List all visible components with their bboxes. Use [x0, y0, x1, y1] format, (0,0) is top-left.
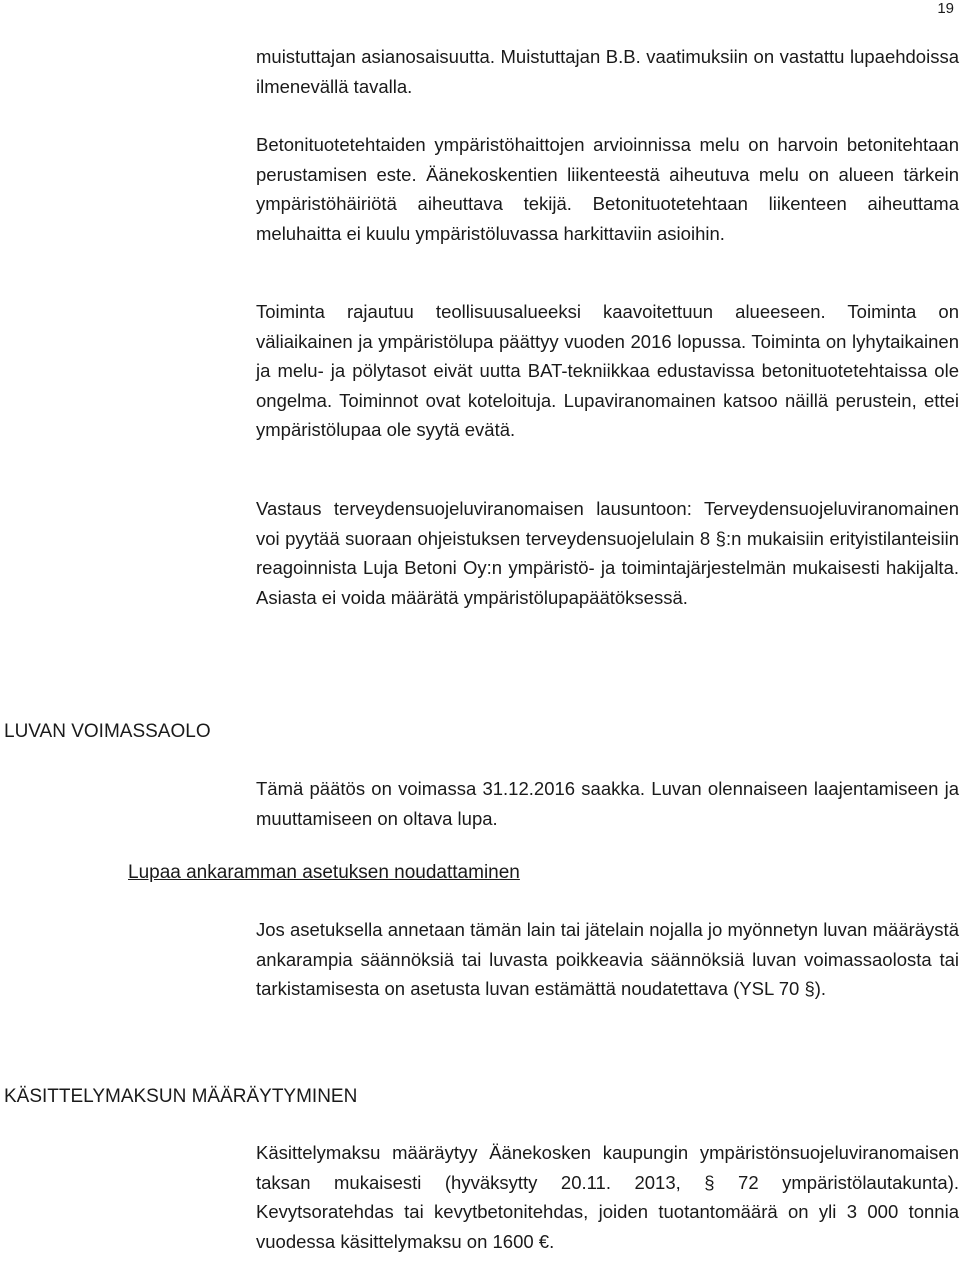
paragraph-processing-fee: Käsittelymaksu määräytyy Äänekosken kaupungin ympäristönsuojeluviranomaisen taksan mukaisesti (hyväksytty 20.11. 2013, § 72 ympäristölautakunta). Kevytsoratehdas tai kevytbetonitehdas, joiden tuotantomäärä on yli 3 000 tonnia vuodessa käsittelymaksu on 1600 €.	[256, 1142, 959, 1252]
paragraph-temporary-activity: Toiminta rajautuu teollisuusalueeksi kaavoitettuun alueeseen. Toiminta on väliaikainen ja ympäristölupa päättyy vuoden 2016 lopussa. Toiminta on lyhytaikainen ja melu- ja pölytasot eivät uutta BAT-tekniikkaa edustavissa betonituotetehtaissa ole ongelma. Toiminnot ovat koteloituja. Lupaviranomainen katsoo näillä perustein, ettei ympäristölupaa ole syytä evätä.	[256, 301, 959, 441]
paragraph-health-authority-reply: Vastaus terveydensuojeluviranomaisen lausuntoon: Terveydensuojeluviranomainen voi pyytää suoraan ohjeistuksen terveydensuojelulain 8 §:n mukaisiin erityistilanteisiin reagoinnista Luja Betoni Oy:n ympäristö- ja toimintajärjestelmän mukaisesti hakijalta. Asiasta ei voida määrätä ympäristölupapäätöksessä.	[256, 498, 959, 608]
heading-processing-fee: KÄSITTELYMAKSUN MÄÄRÄYTYMINEN	[4, 1086, 358, 1107]
paragraph-stricter-regulation: Jos asetuksella annetaan tämän lain tai jätelain nojalla jo myönnetyn luvan määräystä ankarampia säännöksiä tai luvasta poikkeavia säännöksiä luvan voimassaolosta tai tarkistamisesta on asetusta luvan estämättä noudatettava (YSL 70 §).	[256, 919, 959, 1000]
heading-stricter-regulation: Lupaa ankaramman asetuksen noudattaminen	[128, 862, 520, 883]
paragraph-permit-validity: Tämä päätös on voimassa 31.12.2016 saakka. Luvan olennaiseen laajentamiseen ja muuttamiseen on oltava lupa.	[256, 778, 959, 829]
page-number: 19	[937, 0, 954, 17]
paragraph-noise-assessment: Betonituotetehtaiden ympäristöhaittojen arvioinnissa melu on harvoin betonitehtaan perustamisen este. Äänekoskentien liikenteestä aiheutuva melu on alueen tärkein ympäristöhäiriötä aiheuttava tekijä. Betonituotetehtaan liikenteen aiheuttama meluhaitta ei kuulu ympäristöluvassa harkittaviin asioihin.	[256, 134, 959, 244]
paragraph-objection-answer: muistuttajan asianosaisuutta. Muistuttajan B.B. vaatimuksiin on vastattu lupaehdoissa ilmenevällä tavalla.	[256, 46, 959, 97]
heading-luvan-voimassaolo: LUVAN VOIMASSAOLO	[4, 721, 211, 742]
